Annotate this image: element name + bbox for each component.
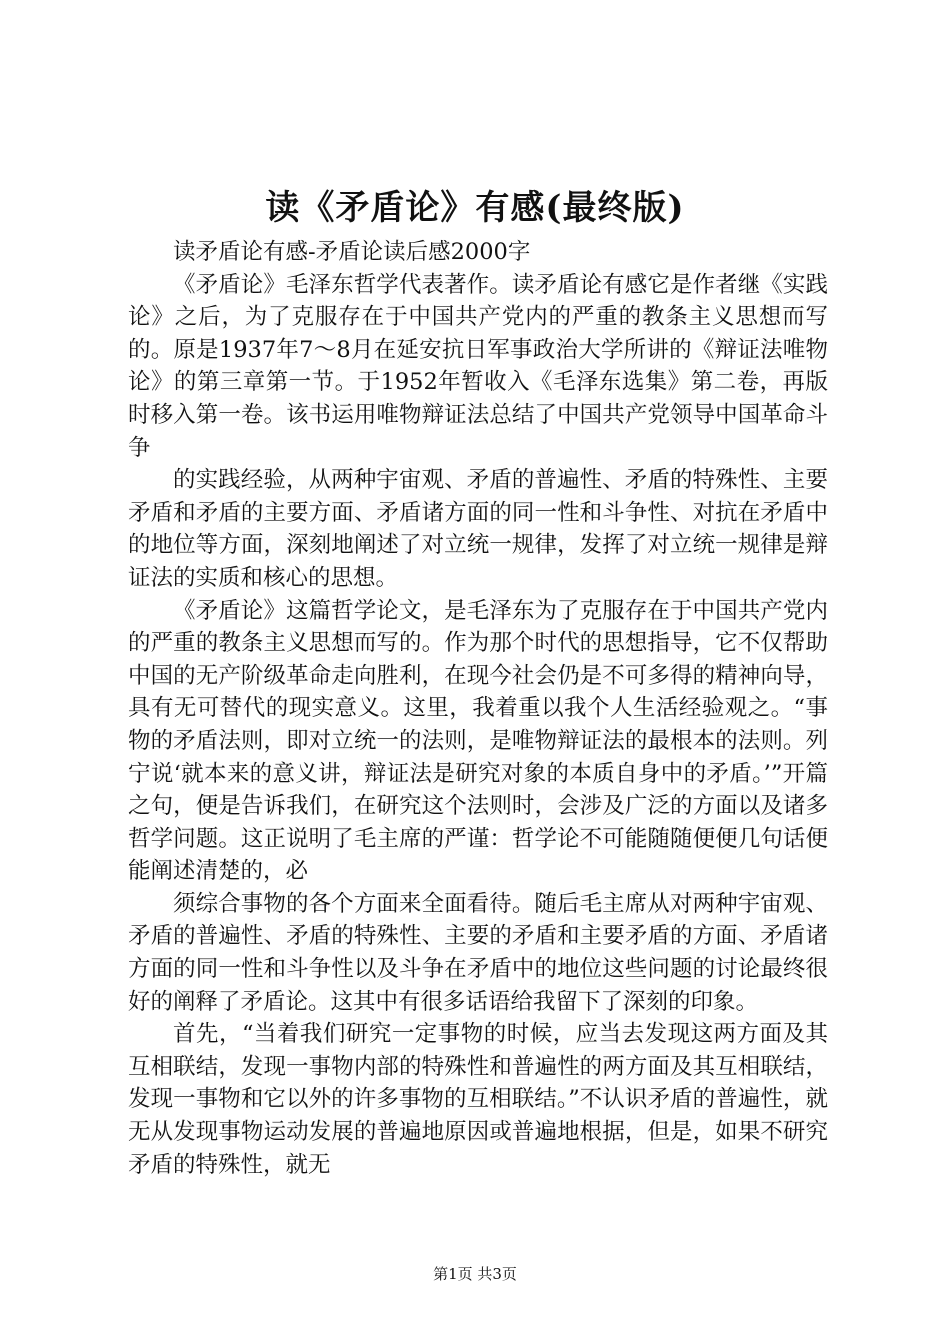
paragraph: 的实践经验，从两种宇宙观、矛盾的普遍性、矛盾的特殊性、主要矛盾和矛盾的主要方面、矛盾诸方面的同一性和斗争性、对抗在矛盾中的地位等方面，深刻地阐述了对立统一规律，发挥了对立统一规律是辩证法的实质和核心的思想。 bbox=[128, 467, 828, 591]
paragraph-subtitle: 读矛盾论有感-矛盾论读后感2000字 bbox=[173, 239, 531, 265]
page-footer: 第1页 共3页 bbox=[433, 1265, 517, 1283]
paragraph: 《矛盾论》毛泽东哲学代表著作。读矛盾论有感它是作者继《实践论》之后，为了克服存在于中国共产党内的严重的教条主义思想而写的。原是1937年7～8月在延安抗日军事政治大学所讲的《辩证法唯物论》的第三章第一节。于1952年暂收入《毛泽东选集》第二卷，再版时移入第一卷。该书运用唯物辩证法总结了中国共产党领导中国革命斗争 bbox=[128, 271, 828, 461]
document-title: 读《矛盾论》有感(最终版) bbox=[265, 188, 685, 228]
paragraph: 须综合事物的各个方面来全面看待。随后毛主席从对两种宇宙观、矛盾的普遍性、矛盾的特殊性、主要的矛盾和主要矛盾的方面、矛盾诸方面的同一性和斗争性以及斗争在矛盾中的地位这些问题的讨论最终很好的阐释了矛盾论。这其中有很多话语给我留下了深刻的印象。 bbox=[128, 890, 828, 1015]
paragraph: 《矛盾论》这篇哲学论文，是毛泽东为了克服存在于中国共产党内的严重的教条主义思想而写的。作为那个时代的思想指导，它不仅帮助中国的无产阶级革命走向胜利，在现今社会仍是不可多得的精神向导，具有无可替代的现实意义。这里，我着重以我个人生活经验观之。“事物的矛盾法则，即对立统一的法则，是唯物辩证法的最根本的法则。列宁说‘就本来的意义讲，辩证法是研究对象的本质自身中的矛盾。’”开篇之句，便是告诉我们，在研究这个法则时，会涉及广泛的方面以及诸多哲学问题。这正说明了毛主席的严谨：哲学论不可能随随便便几句话便能阐述清楚的，必 bbox=[128, 597, 828, 885]
document-body bbox=[128, 236, 828, 1181]
paragraph: 首先，“当着我们研究一定事物的时候，应当去发现这两方面及其互相联结，发现一事物内部的特殊性和普遍性的两方面及其互相联结，发现一事物和它以外的许多事物的互相联结。”不认识矛盾的普遍性，就无从发现事物运动发展的普遍地原因或普遍地根据，但是，如果不研究矛盾的特殊性，就无 bbox=[128, 1021, 828, 1178]
